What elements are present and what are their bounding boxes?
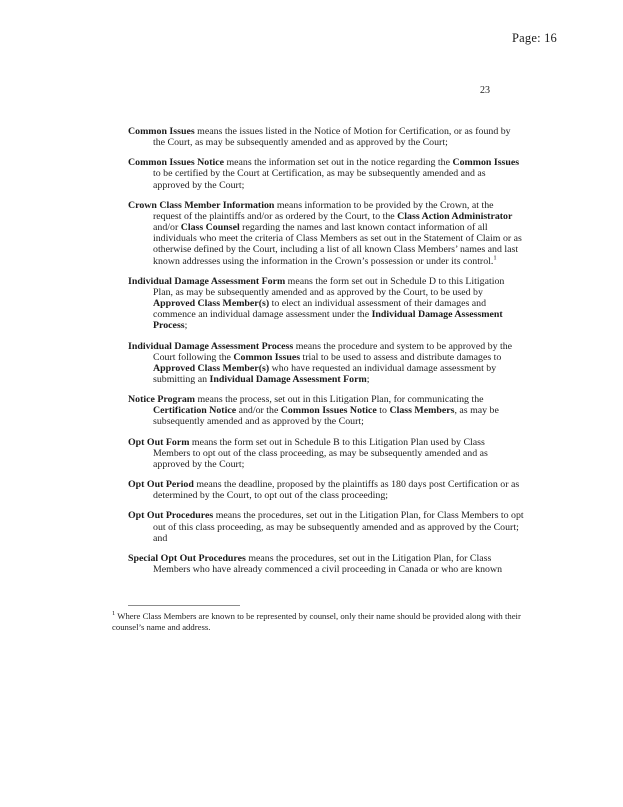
definition-paragraph (128, 276, 524, 332)
definition-text: , as may be subsequently amended and as approved by the Court; (153, 405, 499, 428)
definition-paragraph (128, 341, 524, 386)
print-header-page-label: Page: 16 (512, 31, 557, 45)
footnote-reference: 1 (493, 254, 497, 262)
definition-term: Approved Class Member(s) (153, 298, 270, 310)
definition-text: means the procedures, set out in the Litigation Plan, for Class Members to opt out of this class proceeding, as may be subsequently amended and as approved by the Court; and (153, 510, 524, 544)
definition-text: ; (366, 373, 370, 385)
definition-text: to (376, 405, 390, 417)
definition-text: means the form set out in Schedule D to this Litigation Plan, as may be subsequently amended and as approved by the Court, to be used by (153, 275, 505, 298)
definition-text: means the procedure and system to be approved by the Court following the (153, 340, 513, 363)
definition-term: Opt Out Period (128, 479, 194, 491)
definition-paragraph (128, 510, 524, 543)
definition-text: means information to be provided by the Crown, at the request of the plaintiffs and/or as ordered by the Court, to the (153, 199, 494, 222)
definition-text: regarding the names and last known contact information of all individuals who meet the criteria of Class Members as set out in the Statement of Claim or as otherwise defined by the Court, including a list of all known Class Members’ names and last known addresses using the information in the Crown’s possession or under its control. (153, 222, 522, 267)
definition-paragraph (128, 479, 524, 501)
definition-term: Common Issues Notice (128, 157, 225, 169)
definition-term: Crown Class Member Information (128, 199, 275, 211)
definition-text: means the information set out in the notice regarding the (224, 157, 453, 169)
footnote-text: Where Class Members are known to be represented by counsel, only their name should be provided along with their counsel’s name and address. (112, 611, 521, 632)
footnote (112, 611, 522, 633)
page-number: 23 (480, 85, 490, 96)
definition-paragraph (128, 437, 524, 470)
definition-text: and/or (153, 222, 181, 234)
definition-text: trial to be used to assess and distribute damages to (300, 351, 502, 363)
definitions-list (128, 126, 524, 584)
definition-term: Individual Damage Assessment Process (153, 309, 503, 332)
definition-paragraph (128, 394, 524, 427)
definition-paragraph (128, 126, 524, 148)
definition-term: Approved Class Member(s) (153, 362, 270, 374)
definition-term: Opt Out Form (128, 436, 190, 448)
definition-text: ; (184, 320, 188, 332)
definition-term: Common Issues (233, 351, 301, 363)
footnote-separator (128, 605, 240, 606)
definition-text: who have requested an individual damage assessment by submitting an (153, 362, 497, 385)
definition-term: Class Counsel (180, 222, 240, 234)
definition-term: Class Members (389, 405, 455, 417)
definition-term: Notice Program (128, 394, 195, 406)
definition-paragraph (128, 200, 524, 267)
footnote-marker: 1 (112, 610, 116, 618)
definition-term: Common Issues Notice (280, 405, 377, 417)
definition-text: means the issues listed in the Notice of Motion for Certification, or as found by the Court, as may be subsequently amended and as approved by the Court; (153, 126, 511, 149)
definition-term: Individual Damage Assessment Form (209, 373, 367, 385)
definition-text: and/or the (236, 405, 281, 417)
definition-term: Individual Damage Assessment Form (128, 275, 286, 287)
definition-text: means the process, set out in this Litigation Plan, for communicating the (195, 394, 484, 406)
definition-text: means the form set out in Schedule B to this Litigation Plan used by Class Members to opt out of the class proceeding, as may be subsequently amended and as approved by the Court; (153, 436, 488, 470)
definition-term: Individual Damage Assessment Process (128, 340, 294, 352)
definition-term: Certification Notice (153, 405, 237, 417)
definition-term: Opt Out Procedures (128, 510, 214, 522)
definition-text: to elect an individual assessment of their damages and commence an individual damage assessment under the (153, 298, 487, 321)
definition-term: Common Issues (452, 157, 520, 169)
definition-text: means the deadline, proposed by the plaintiffs as 180 days post Certification or as determined by the Court, to opt out of the class proceeding; (153, 479, 520, 502)
definition-term: Special Opt Out Procedures (128, 552, 246, 564)
definition-term: Class Action Administrator (397, 210, 513, 222)
definition-term: Common Issues (128, 126, 195, 137)
definition-text: to be certified by the Court at Certification, as may be subsequently amended and as approved by the Court; (153, 168, 486, 191)
definition-paragraph (128, 553, 524, 575)
definition-text: means the procedures, set out in the Litigation Plan, for Class Members who have already commenced a civil proceeding in Canada or who are known (153, 552, 503, 575)
definition-paragraph (128, 157, 524, 190)
